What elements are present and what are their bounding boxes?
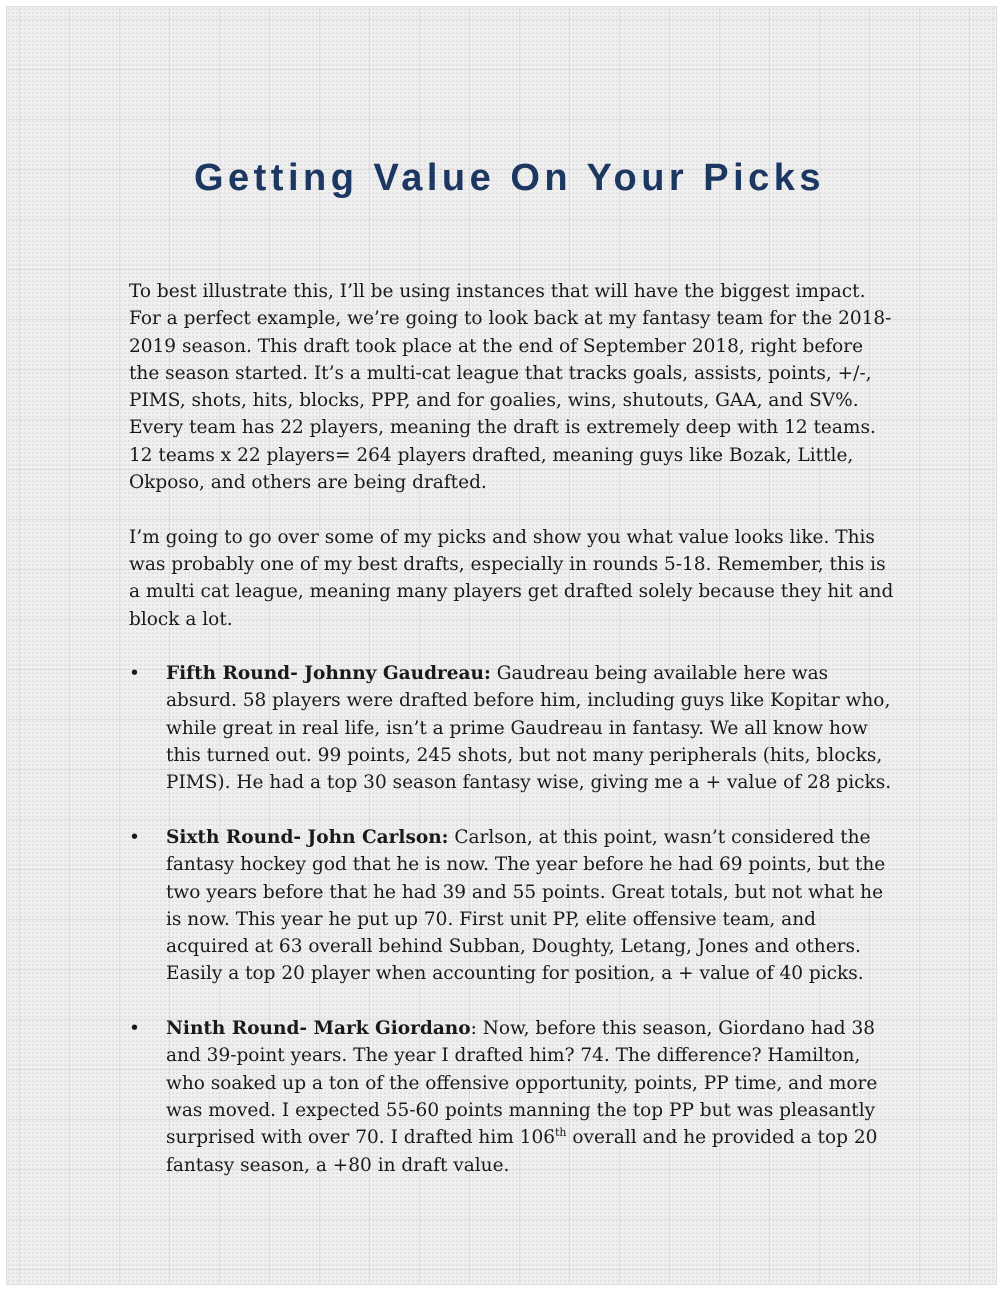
pick-heading: Fifth Round- Johnny Gaudreau: xyxy=(166,663,491,685)
ordinal-suffix: th xyxy=(555,1126,567,1140)
picks-intro-paragraph: I’m going to go over some of my picks and show you what value looks like. This was probably one of my best drafts, especially in rounds 5-18. Remember, this is a multi cat league, meaning many players get drafted solely because they hit and block a lot. xyxy=(129,526,894,630)
pick-text-continued: overall and he provided a top 20 fantasy season, a +80 in draft value. xyxy=(166,1127,878,1176)
pick-heading: Sixth Round- John Carlson: xyxy=(166,826,449,848)
page-title: Getting Value On Your Picks xyxy=(193,157,826,199)
pick-text: Gaudreau being available here was absurd. 58 players were drafted before him, including guys like Kopitar who, while great in real life, isn’t a prime Gaudreau in fantasy. We all know how this turned out. 99 points, 245 shots, but not many peripherals (hits, blocks, PIMS). He had a top 30 season fantasy wise, giving me a + value of 28 picks. xyxy=(166,663,892,794)
bullet-icon: • xyxy=(129,663,140,685)
intro-paragraph: To best illustrate this, I’ll be using instances that will have the biggest impact. For a perfect example, we’re going to look back at my fantasy team for the 2018-2019 season. This draft took place at the end of September 2018, right before the season started. It’s a multi-cat league that tracks goals, assists, points, +/-, PIMS, shots, hits, blocks, PPP, and for goalies, wins, shutouts, GAA, and SV%. Every team has 22 players, meaning the draft is extremely deep with 12 teams. 12 teams x 22 players= 264 players drafted, meaning guys like Bozak, Little, Okposo, and others are being drafted. xyxy=(129,281,892,494)
article-body xyxy=(129,278,897,1206)
bullet-icon: • xyxy=(129,1018,140,1040)
pick-text: : Now, before this season, Giordano had 38 and 39-point years. The year I drafted him? 74. The difference? Hamilton, who soaked up a ton of the offensive opportunity, points, PP time, and more was moved. I expected 55-60 points manning the top PP but was pleasantly surprised with over 70. I drafted him 106 xyxy=(166,1018,878,1149)
pick-text: Carlson, at this point, wasn’t considered the fantasy hockey god that he is now. The year before he had 69 points, but the two years before that he had 39 and 55 points. Great totals, but not what he is now. This year he put up 70. First unit PP, elite offensive team, and acquired at 63 overall behind Subban, Doughty, Letang, Jones and others. Easily a top 20 player when accounting for position, a + value of 40 picks. xyxy=(166,826,886,985)
document-page xyxy=(6,6,997,1285)
pick-heading: Ninth Round- Mark Giordano xyxy=(166,1018,471,1040)
list-item xyxy=(129,660,897,796)
picks-list xyxy=(129,660,897,1179)
list-item xyxy=(129,824,897,988)
list-item xyxy=(129,1015,897,1179)
bullet-icon: • xyxy=(129,826,140,848)
